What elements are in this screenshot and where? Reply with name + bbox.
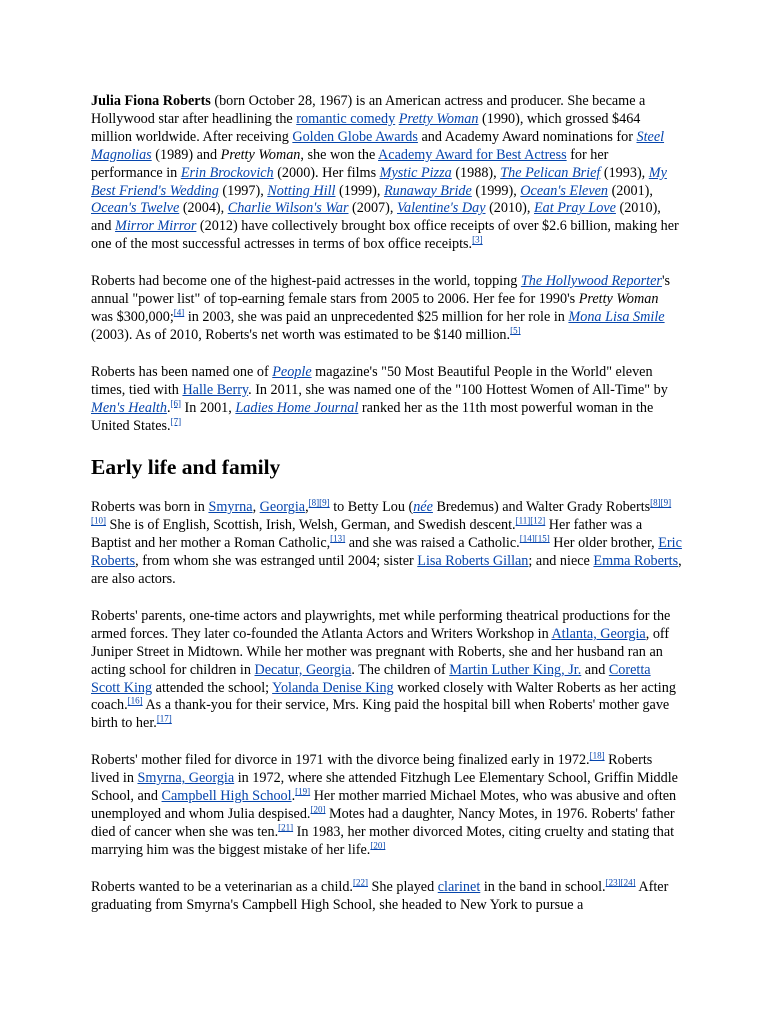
link-emma-roberts[interactable]: Emma Roberts	[593, 553, 679, 570]
link-yolanda-denise-king[interactable]: Yolanda Denise King	[272, 679, 394, 696]
citation-link[interactable]: [21]	[278, 822, 294, 833]
citation-link[interactable]: [8][9]	[308, 497, 330, 508]
link-the-pelican-brief[interactable]: The Pelican Brief	[500, 164, 601, 181]
link-the-hollywood-reporter[interactable]: The Hollywood Reporter	[520, 273, 662, 290]
citation-link[interactable]: [22]	[352, 876, 368, 887]
link-smyrna-georgia[interactable]: Smyrna, Georgia	[137, 770, 235, 787]
citation	[353, 877, 368, 887]
link-ocean-s-eleven[interactable]: Ocean's Eleven	[520, 182, 609, 199]
link-mystic-pizza[interactable]: Mystic Pizza	[379, 164, 452, 181]
link-eric-roberts[interactable]: Eric Roberts	[91, 535, 682, 570]
citation-link[interactable]: [5]	[510, 325, 521, 336]
citation-link[interactable]: [4]	[173, 307, 185, 318]
link-people[interactable]: People	[272, 363, 312, 380]
italic-text: Pretty Woman	[220, 146, 301, 163]
link-campbell-high-school[interactable]: Campbell High School	[161, 788, 292, 805]
citation	[606, 877, 636, 887]
link-erin-brockovich[interactable]: Erin Brockovich	[180, 164, 274, 181]
intro-paragraph-2: Roberts had become one of the highest-paid actresses in the world, topping The Hollywood Reporter's annual "power list" of top-earning female stars from 2005 to 2006. Her fee for 1990's Pretty Woman was $300,000;[4] in 2003, she was paid an unprecedented $25 million for her role in Mona Lisa Smile (2003). As of 2010, Roberts's net worth was estimated to be $140 million.[5]	[91, 273, 671, 343]
link-notting-hill[interactable]: Notting Hill	[267, 182, 336, 199]
citation-link[interactable]: [7]	[170, 415, 182, 426]
citation-link[interactable]: [16]	[127, 695, 143, 706]
citation	[128, 696, 143, 706]
citation	[309, 498, 330, 508]
link-my-best-friend-s-wedding[interactable]: My Best Friend's Wedding	[91, 164, 667, 199]
link-charlie-wilson-s-war[interactable]: Charlie Wilson's War	[227, 200, 349, 217]
citation-link[interactable]: [11][12]	[515, 515, 546, 526]
citation-link[interactable]: [23][24]	[605, 876, 636, 887]
link-golden-globe-awards[interactable]: Golden Globe Awards	[292, 128, 418, 145]
link-decatur-georgia[interactable]: Decatur, Georgia	[254, 661, 352, 678]
link-steel-magnolias[interactable]: Steel Magnolias	[91, 128, 665, 163]
citation	[516, 516, 546, 526]
citation	[472, 235, 483, 245]
early-life-paragraph-3: Roberts' mother filed for divorce in 1971 with the divorce being finalized early in 1972.[18] Roberts lived in Smyrna, Georgia in 1972, where she attended Fitzhugh Lee Elementary School, Griffin Middle School, and Campbell High School.[19] Her mother married Michael Motes, who was abusive and often unemployed and whom Julia despised.[20] Motes had a daughter, Nancy Motes, in 1976. Roberts' father died of cancer when she was ten.[21] In 1983, her mother divorced Motes, citing cruelty and stating that marrying him was the biggest mistake of her life.[20]	[91, 750, 678, 858]
citation	[330, 533, 345, 543]
italic-text: Pretty Woman	[578, 291, 659, 308]
citation	[310, 804, 325, 814]
citation-link[interactable]: [20]	[310, 804, 326, 815]
citation-link[interactable]: [18]	[589, 750, 605, 761]
link-coretta-scott-king[interactable]: Coretta Scott King	[91, 661, 651, 696]
link-martin-luther-king-jr[interactable]: Martin Luther King, Jr.	[449, 661, 582, 678]
link-clarinet[interactable]: clarinet	[437, 878, 481, 895]
citation-link[interactable]: [3]	[472, 234, 483, 245]
citation	[590, 751, 605, 761]
citation-link[interactable]: [8][9][10]	[91, 497, 672, 526]
link-runaway-bride[interactable]: Runaway Bride	[383, 182, 472, 199]
link-ladies-home-journal[interactable]: Ladies Home Journal	[235, 399, 359, 416]
citation	[174, 307, 185, 317]
citation-link[interactable]: [17]	[156, 713, 172, 724]
link-pretty-woman[interactable]: Pretty Woman	[398, 110, 479, 127]
intro-paragraph-3: Roberts has been named one of People magazine's "50 Most Beautiful People in the World" eleven times, tied with Halle Berry. In 2011, she was named one of the "100 Hottest Women of All-Time" by Men's Health.[6] In 2001, Ladies Home Journal ranked her as the 11th most powerful woman in the United States.[7]	[91, 363, 668, 434]
link-atlanta-georgia[interactable]: Atlanta, Georgia	[551, 625, 646, 642]
citation	[170, 398, 181, 408]
link-men-s-health[interactable]: Men's Health	[91, 399, 167, 416]
link-romantic-comedy[interactable]: romantic comedy	[296, 110, 396, 127]
link-halle-berry[interactable]: Halle Berry	[182, 381, 249, 398]
citation	[370, 840, 385, 850]
citation-link[interactable]: [6]	[170, 397, 181, 408]
bold-text: Julia Fiona Roberts	[91, 93, 211, 109]
link-eat-pray-love[interactable]: Eat Pray Love	[533, 200, 616, 217]
early-life-paragraph-1: Roberts was born in Smyrna, Georgia,[8][9] to Betty Lou (née Bredemus) and Walter Grady Roberts[8][9][10] She is of English, Scottish, Irish, Welsh, German, and Swedish descent.[11][12] Her father was a Baptist and her mother a Roman Catholic,[13] and she was raised a Catholic.[14][15] Her older brother, Eric Roberts, from whom she was estranged until 2004; sister Lisa Roberts Gillan; and niece Emma Roberts, are also actors.	[91, 497, 682, 588]
link-georgia[interactable]: Georgia	[259, 499, 306, 516]
citation-link[interactable]: [20]	[370, 840, 386, 851]
link-n-e[interactable]: née	[413, 499, 433, 516]
citation-link[interactable]: [13]	[330, 533, 346, 544]
citation	[295, 786, 310, 796]
early-life-paragraph-2: Roberts' parents, one-time actors and playwrights, met while performing theatrical productions for the armed forces. They later co-founded the Atlanta Actors and Writers Workshop in Atlanta, Georgia, off Juniper Street in Midtown. While her mother was pregnant with Roberts, she and her husband ran an acting school for children in Decatur, Georgia. The children of Martin Luther King, Jr. and Coretta Scott King attended the school; Yolanda Denise King worked closely with Walter Roberts as her acting coach.[16] As a thank-you for their service, Mrs. King paid the hospital bill when Roberts' mother gave birth to her.[17]	[91, 607, 676, 732]
section-heading-early-life: Early life and family	[91, 455, 281, 480]
citation	[157, 714, 172, 724]
citation-link[interactable]: [19]	[295, 786, 311, 797]
link-ocean-s-twelve[interactable]: Ocean's Twelve	[91, 200, 180, 217]
link-valentine-s-day[interactable]: Valentine's Day	[396, 200, 486, 217]
link-lisa-roberts-gillan[interactable]: Lisa Roberts Gillan	[417, 553, 529, 570]
article-body	[91, 93, 683, 934]
link-smyrna[interactable]: Smyrna	[208, 499, 253, 516]
citation	[171, 416, 182, 426]
link-mirror-mirror[interactable]: Mirror Mirror	[115, 218, 197, 235]
citation	[91, 498, 671, 526]
citation	[520, 533, 550, 543]
intro-paragraph-1: Julia Fiona Roberts (born October 28, 1967) is an American actress and producer. She became a Hollywood star after headlining the romantic comedy Pretty Woman (1990), which grossed $464 million worldwide. After receiving Golden Globe Awards and Academy Award nominations for Steel Magnolias (1989) and Pretty Woman, she won the Academy Award for Best Actress for her performance in Erin Brockovich (2000). Her films Mystic Pizza (1988), The Pelican Brief (1993), My Best Friend's Wedding (1997), Notting Hill (1999), Runaway Bride (1999), Ocean's Eleven (2001), Ocean's Twelve (2004), Charlie Wilson's War (2007), Valentine's Day (2010), Eat Pray Love (2010), and Mirror Mirror (2012) have collectively brought box office receipts of over $2.6 billion, making her one of the most successful actresses in terms of box office receipts.[3]	[91, 93, 679, 253]
link-academy-award-for-best-actress[interactable]: Academy Award for Best Actress	[378, 146, 567, 163]
early-life-paragraph-4: Roberts wanted to be a veterinarian as a child.[22] She played clarinet in the band in school.[23][24] After graduating from Smyrna's Campbell High School, she headed to New York to pursue a	[91, 876, 669, 913]
link-mona-lisa-smile[interactable]: Mona Lisa Smile	[568, 308, 665, 325]
citation	[510, 325, 521, 335]
citation-link[interactable]: [14][15]	[519, 533, 550, 544]
citation	[278, 822, 293, 832]
